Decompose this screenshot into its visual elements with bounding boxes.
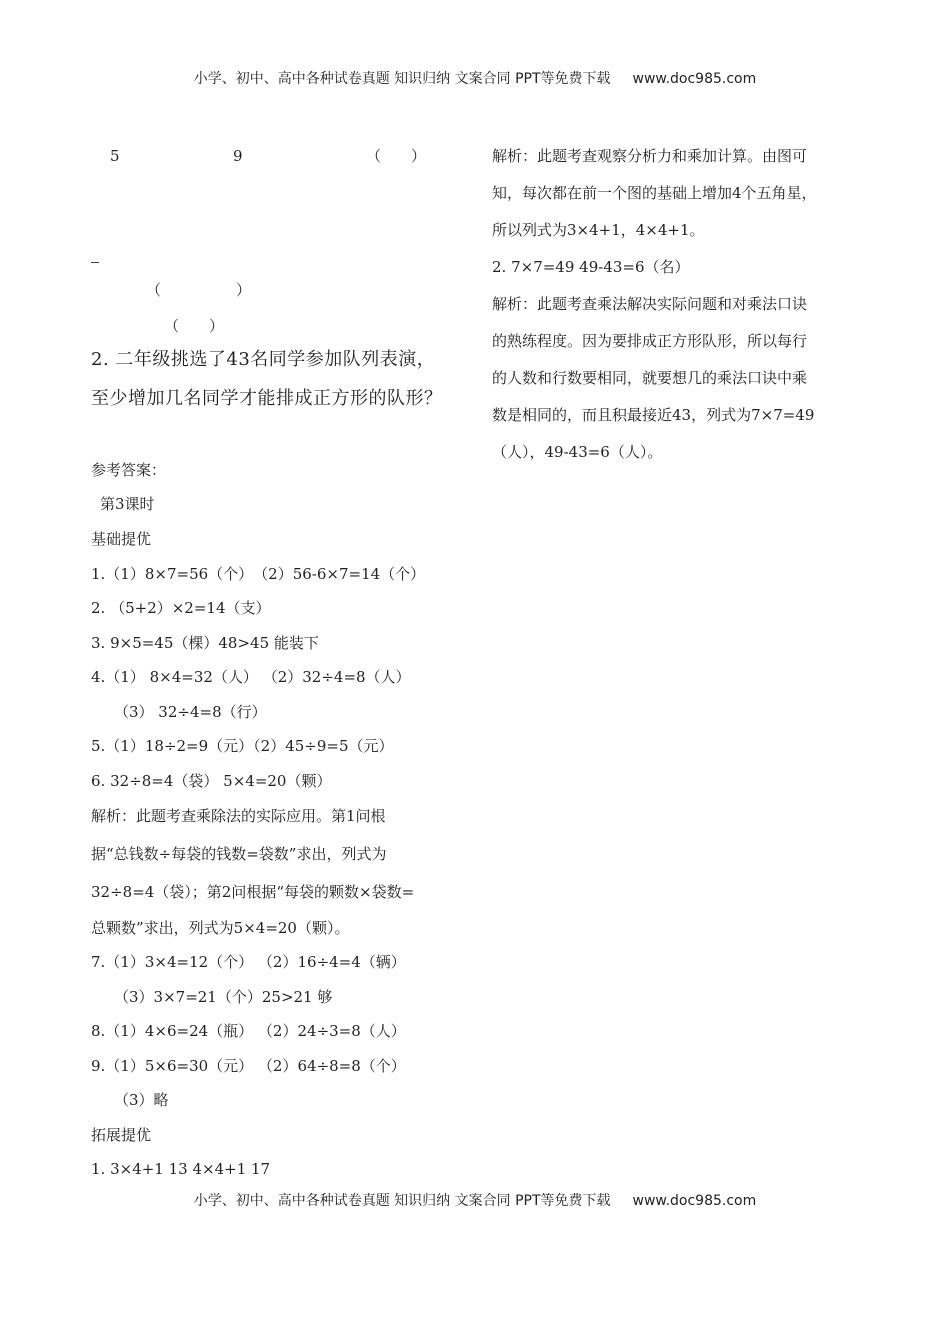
answer-line: （3）略 [114,1091,169,1109]
answer-line: （3） 32÷4=8（行） [114,703,267,721]
answer-line: 3. 9×5=45（棵）48>45 能装下 [91,634,319,652]
analysis-line: 32÷8=4（袋）；第2问根据“每袋的颗数×袋数= [91,883,415,901]
section-extended: 拓展提优 [91,1126,152,1144]
q1-number-5: 5 [110,147,120,165]
right-column [492,138,872,471]
answer-line: 8.（1）4×6=24（瓶） （2）24÷3=8（人） [91,1022,406,1040]
answer-line: 7.（1）3×4=12（个） （2）16÷4=4（辆） [91,953,406,971]
right-line: 的熟练程度。因为要排成正方形队形，所以每行 [492,332,808,350]
right-line: （人），49-43=6（人）。 [492,443,663,461]
page-header [0,68,950,88]
footer-text: 小学、初中、高中各种试卷真题 知识归纳 文案合同 PPT等免费下载 [193,1193,611,1209]
q2-line-1: 2. 二年级挑选了43名同学参加队列表演， [91,349,436,370]
answer-line: 6. 32÷8=4（袋） 5×4=20（颗） [91,772,332,790]
answer-line: （3）3×7=21（个）25>21 够 [114,988,333,1006]
dash-mark [91,262,99,263]
answer-line: 2. （5+2）×2=14（支） [91,599,271,617]
answers-title: 参考答案： [91,461,167,479]
q1-number-9: 9 [233,147,243,165]
right-line: 解析：此题考查乘法解决实际问题和对乘法口诀 [492,295,808,313]
lesson-title: 第3课时 [100,495,155,513]
answer-line: 5.（1）18÷2=9（元）（2）45÷9=5（元） [91,737,394,755]
answer-line: 9.（1）5×6=30（元） （2）64÷8=8（个） [91,1057,406,1075]
right-line: 所以列式为3×4+1，4×4+1。 [492,221,705,239]
answer-line: 1.（1）8×7=56（个） （2）56-6×7=14（个） [91,565,426,583]
section-basic: 基础提优 [91,530,152,548]
right-line: 解析：此题考查观察分析力和乘加计算。由图可 [492,147,808,165]
q1-blank-c: （ ） [164,317,225,335]
answer-line: 4.（1） 8×4=32（人） （2）32÷4=8（人） [91,668,411,686]
q1-blank-a: （ ） [366,147,427,165]
analysis-line: 据“总钱数÷每袋的钱数=袋数”求出，列式为 [91,845,387,863]
page-footer [0,1190,950,1210]
header-site: www.doc985.com [632,71,757,87]
q2-line-2: 至少增加几名同学才能排成正方形的队形？ [91,388,443,409]
header-text: 小学、初中、高中各种试卷真题 知识归纳 文案合同 PPT等免费下载 [193,71,611,87]
analysis-line: 解析：此题考查乘除法的实际应用。第1问根 [91,807,386,825]
right-line: 2. 7×7=49 49-43=6（名） [492,258,690,276]
footer-site: www.doc985.com [632,1193,757,1209]
right-line: 知，每次都在前一个图的基础上增加4个五角星， [492,184,817,202]
analysis-line: 总颗数”求出，列式为5×4=20（颗）。 [91,919,350,937]
right-line: 数是相同的，而且积最接近43，列式为7×7=49 [492,406,815,424]
q1-blank-b: （ ） [146,281,252,299]
extended-answer-1: 1. 3×4+1 13 4×4+1 17 [91,1160,271,1178]
right-line: 的人数和行数要相同，就要想几的乘法口诀中乘 [492,369,808,387]
